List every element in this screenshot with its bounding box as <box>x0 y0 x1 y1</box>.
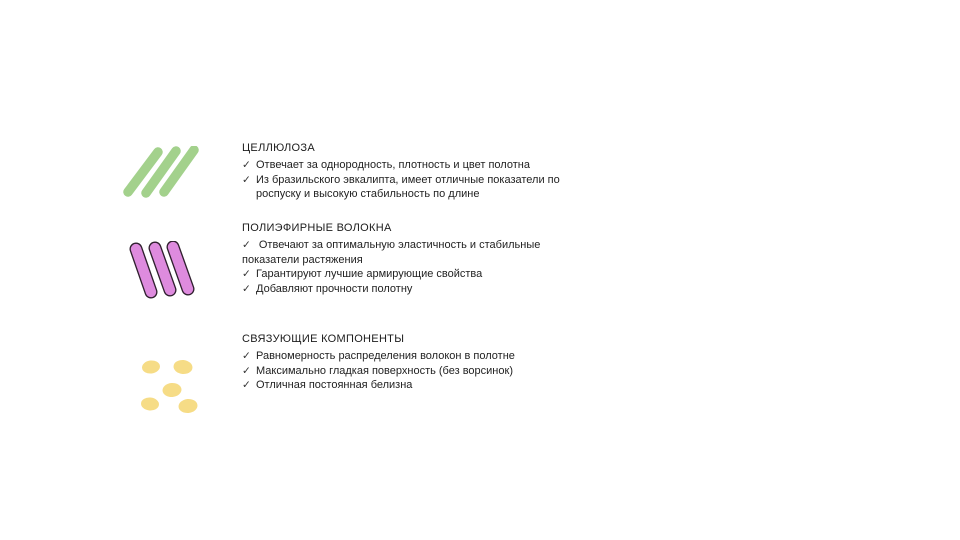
checkmark-icon: ✓ <box>242 159 251 171</box>
list-item <box>242 349 580 364</box>
section-cellulose <box>242 141 580 202</box>
list-item-text: Отличная постоянная белизна <box>256 379 413 391</box>
checkmark-icon: ✓ <box>242 379 251 391</box>
green-stripes-icon <box>122 146 202 206</box>
checkmark-icon: ✓ <box>242 268 251 280</box>
section-title: СВЯЗУЮЩИЕ КОМПОНЕНТЫ <box>242 333 405 345</box>
checkmark-icon: ✓ <box>242 239 251 251</box>
section-title: ПОЛИЭФИРНЫЕ ВОЛОКНА <box>242 222 392 234</box>
yellow-dots-icon <box>138 357 204 422</box>
list-item <box>242 267 580 282</box>
list-item-text: Гарантируют лучшие армирующие свойства <box>256 268 483 280</box>
list-item-text: Отвечает за однородность, плотность и цвет полотна <box>256 159 530 171</box>
list-item <box>242 364 580 379</box>
purple-bars-icon <box>126 241 196 308</box>
list-item <box>242 173 580 202</box>
checkmark-icon: ✓ <box>242 282 251 295</box>
list-item-text: Добавляют прочности полотну <box>256 282 413 295</box>
list-item <box>242 378 580 393</box>
list-item <box>242 238 580 267</box>
checkmark-icon: ✓ <box>242 173 251 186</box>
checkmark-icon: ✓ <box>242 364 251 377</box>
list-item <box>242 158 580 173</box>
checkmark-icon: ✓ <box>242 350 251 362</box>
list-item <box>242 282 580 297</box>
list-item-text: Равномерность распределения волокон в полотне <box>256 350 515 362</box>
list-item-text: Отвечают за оптимальную эластичность и стабильные показатели растяжения <box>242 239 541 266</box>
section-binding-components <box>242 332 580 393</box>
section-title: ЦЕЛЛЮЛОЗА <box>242 142 315 154</box>
list-item-text: Максимально гладкая поверхность (без ворсинок) <box>256 364 513 377</box>
section-polyester-fibers <box>242 221 580 296</box>
list-item-text: Из бразильского эвкалипта, имеет отличные показатели по роспуску и высокую стабильность по длине <box>256 173 560 200</box>
